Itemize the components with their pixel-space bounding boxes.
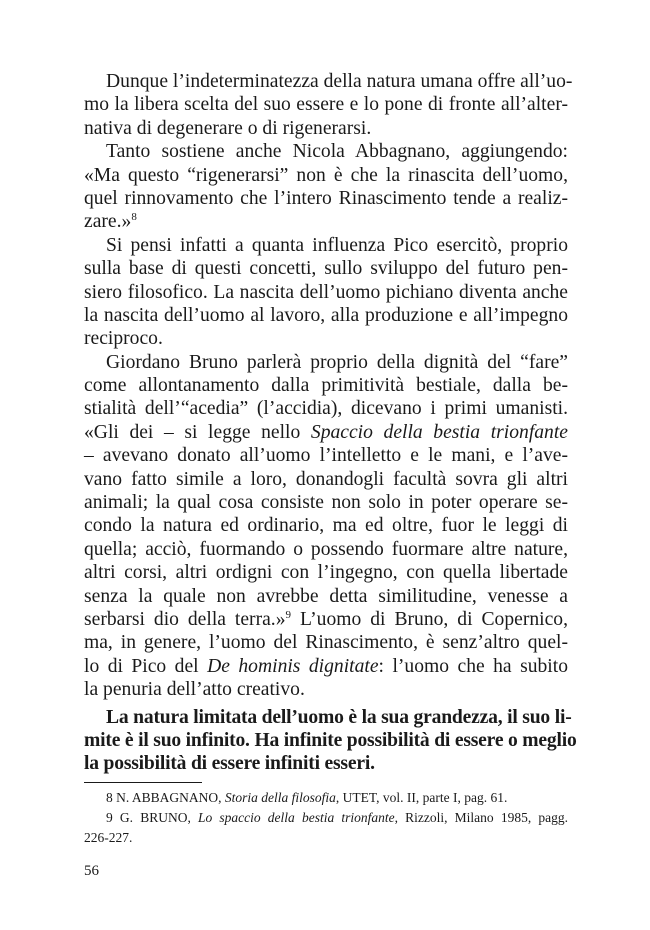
text-line: quel rinnovamento che l’intero Rinascimento tende a realiz- (84, 187, 568, 209)
book-title-italic: De hominis dignitate (207, 655, 379, 677)
footnote-ref-9: 9 (285, 608, 292, 621)
footnote-rest: , UTET, vol. II, parte I, pag. 61. (335, 790, 508, 805)
text-line: senza la quale non avrebbe detta similitudine, venesse a (84, 585, 568, 607)
text-line (84, 608, 568, 631)
text-line (84, 421, 568, 444)
text-line: reciproco. (84, 328, 163, 350)
text-line: «Ma questo “rigenerarsi” non è che la rinascita dell’uomo, (84, 164, 568, 186)
body-text (84, 70, 577, 776)
footnote-separator (84, 782, 202, 783)
footnote-lead: 9 G. BRUNO, (106, 810, 198, 825)
text-line: quella; acciò, fuormando o possendo fuormare altre nature, (84, 538, 568, 560)
footnote-title: Lo spaccio della bestia trionfante (197, 810, 395, 825)
text-line: Dunque l’indeterminatezza della natura umana offre all’uo- (106, 71, 573, 92)
text-line: Si pensi infatti a quanta influenza Pico esercitò, proprio (106, 234, 568, 256)
text-line: siero filosofico. La nascita dell’uomo pichiano diventa anche (84, 281, 568, 303)
text-line: Giordano Bruno parlerà proprio della dignità del “fare” (106, 351, 568, 373)
footnote-lead: 8 N. ABBAGNANO, (106, 790, 225, 805)
footnote-title: Storia della filosofia (224, 790, 336, 805)
text-line: altri corsi, altri ordigni con l’ingegno, con quella libertade (84, 562, 568, 584)
bold-text-line: La natura limitata dell’uomo è la sua grandezza, il suo li- (106, 706, 572, 728)
text-segment: zare.» (84, 211, 132, 233)
text-segment: : l’uomo che ha subito (378, 655, 568, 677)
text-segment: lo di Pico del (84, 655, 208, 677)
footnote-9-continuation: 226-227. (84, 830, 133, 845)
text-line: ma, in genere, l’uomo del Rinascimento, è senz’altro quel- (84, 632, 568, 654)
text-line: sulla base di questi concetti, sullo sviluppo del futuro pen- (84, 258, 568, 280)
text-segment: «Gli dei – si legge nello (84, 421, 311, 443)
text-line: Tanto sostiene anche Nicola Abbagnano, aggiungendo: (106, 141, 568, 163)
footnote-rest: , Rizzoli, Milano 1985, pagg. (394, 810, 568, 825)
text-segment: serbarsi dio della terra.» (84, 608, 286, 630)
footnote-9 (84, 808, 568, 828)
text-line: come allontanamento dalla primitività bestiale, dalla be- (84, 375, 568, 397)
footnotes (84, 788, 568, 848)
book-title-italic: Spaccio della bestia trionfante (310, 421, 568, 443)
text-line (84, 655, 568, 678)
text-line: vano fatto simile a loro, donandogli facultà sovra gli altri (84, 468, 568, 490)
text-line (84, 210, 568, 233)
text-line: la nascita dell’uomo al lavoro, alla produzione e all’impegno (84, 304, 568, 326)
text-line: nativa di degenerare o di rigenerarsi. (84, 117, 372, 139)
text-line: la penuria dell’atto creativo. (84, 679, 305, 701)
bold-text-line: la possibilità di essere infiniti esseri. (84, 753, 375, 775)
text-line: animali; la qual cosa consiste non solo in poter operare se- (84, 492, 568, 514)
text-line: stialità dell’“acedia” (l’accidia), dicevano i primi umanisti. (84, 398, 568, 420)
page-number: 56 (84, 863, 99, 879)
text-line: – avevano donato all’uomo l’intelletto e le mani, e l’ave- (84, 445, 568, 467)
bold-text-line: mite è il suo infinito. Ha infinite possibilità di essere o meglio (84, 729, 577, 751)
text-line: mo la libera scelta del suo essere e lo pone di fronte all’alter- (84, 94, 568, 116)
text-line: condo la natura ed ordinario, ma ed oltre, fuor le leggi di (84, 515, 568, 537)
footnote-8 (84, 788, 568, 808)
footnote-ref-8: 8 (131, 211, 137, 224)
text-segment: L’uomo di Bruno, di Copernico, (291, 608, 569, 630)
